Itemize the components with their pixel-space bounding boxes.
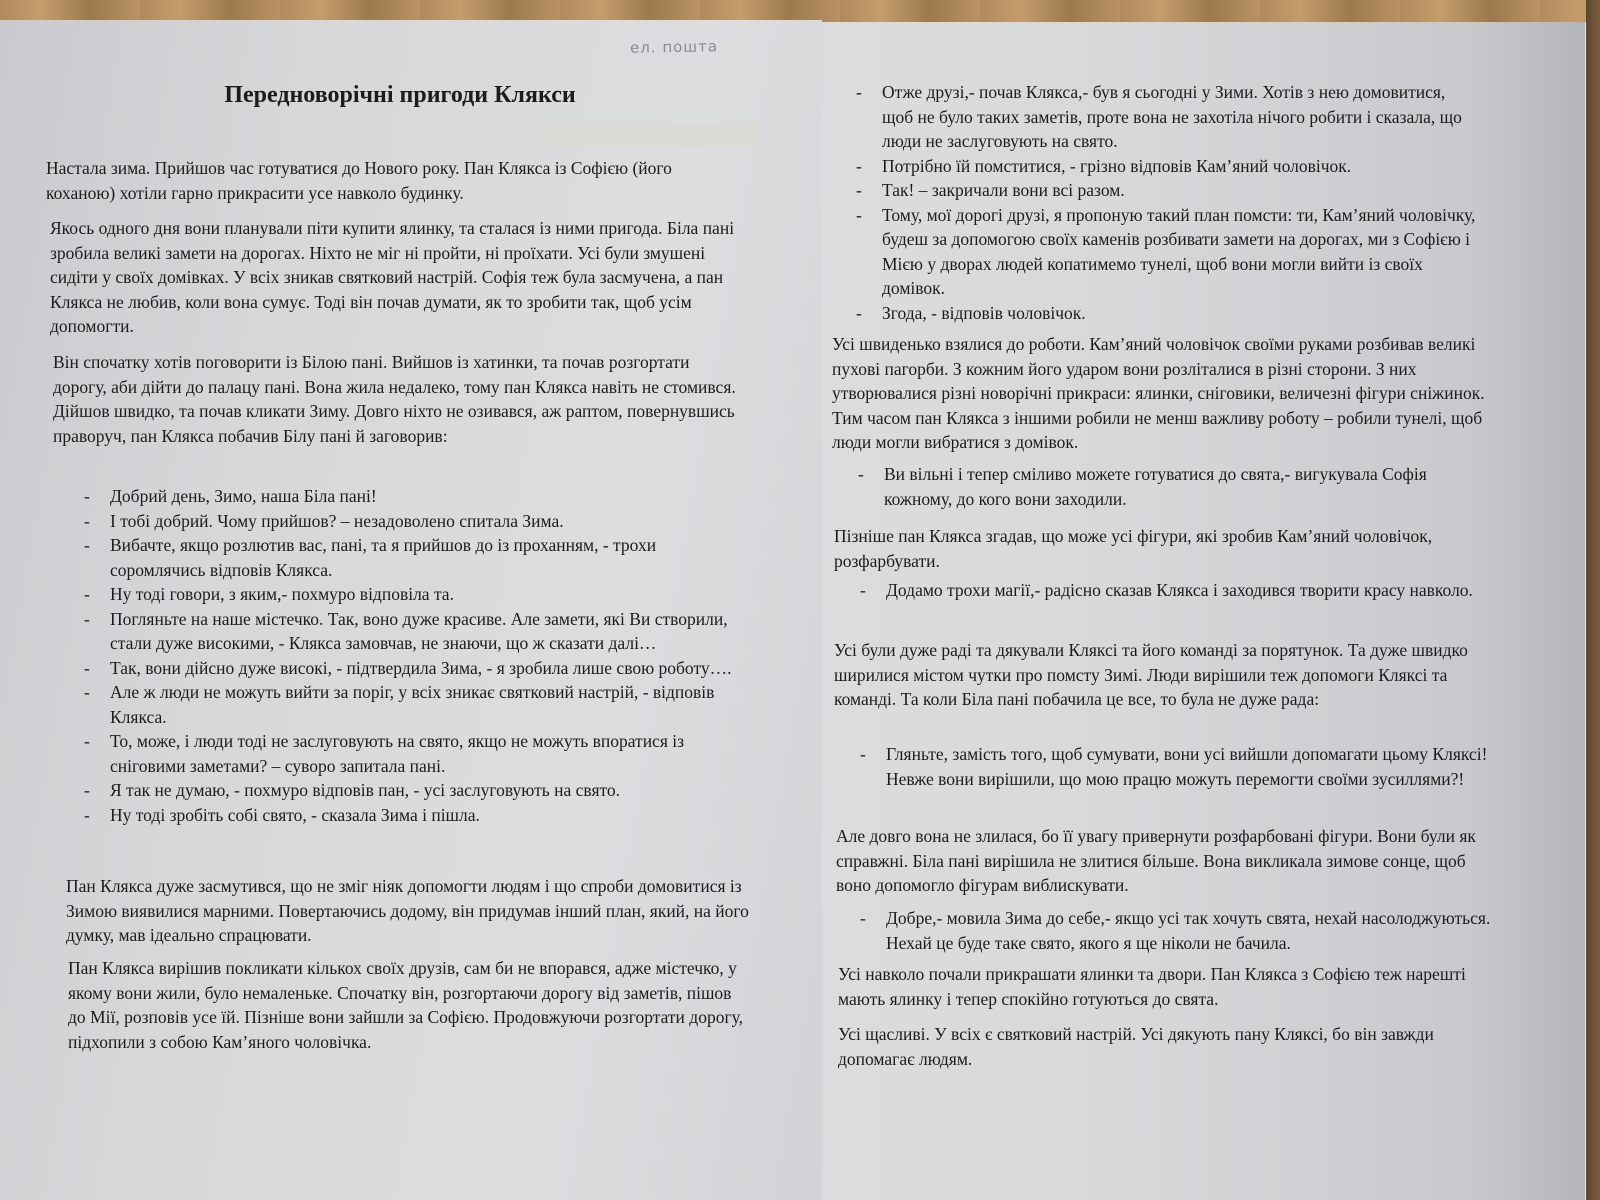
paragraph-7: Пізніше пан Клякса згадав, що може усі фігури, які зробив Кам’яний чоловічок, розфарбувати. — [834, 526, 1433, 571]
dialogue-list-3 — [858, 462, 1498, 511]
paragraph-10: Усі навколо почали прикрашати ялинки та двори. Пан Клякса з Софією теж нарешті мають ялинку і тепер спокійно готуються до свята. — [838, 964, 1466, 1009]
paragraph-5: Пан Клякса вирішив покликати кількох своїх друзів, сам би не впорався, адже містечко, у якому вони жили, було немаленьке. Спочатку він, розгортаючи дорогу від заметів, пішов до Мії, розповів усе їй. Пізніше вони зайшли за Софією. Продовжуючи розгортати дорогу, підхопили з собою Кам’яного чоловічка. — [68, 958, 743, 1052]
dialogue-list-1 — [84, 484, 749, 827]
dialogue-list-2 — [856, 80, 1476, 325]
dash-bullet: - — [860, 580, 866, 600]
dialogue-list-4 — [860, 578, 1480, 603]
dialogue-line: - Отже друзі,- почав Клякса,- був я сьогодні у Зими. Хотів з нею домовитися, щоб не було таких заметів, проте вона не захотіла нічого робити і сказала, що люди не заслуговують на свято. — [856, 82, 1462, 151]
dash-bullet: - — [84, 584, 90, 604]
dialogue-line: - Ви вільні і тепер сміливо можете готуватися до свята,- вигукувала Софія кожному, до кого вони заходили. — [858, 464, 1427, 509]
dash-bullet: - — [856, 82, 862, 102]
handwritten-note: ел. пошта — [629, 37, 719, 57]
paragraph-8: Усі були дуже раді та дякували Кляксі та його команді за порятунок. Та дуже швидко ширилися містом чутки про помсту Зимі. Люди вирішили теж допомоги Кляксі та команді. Та коли Біла пані побачила це все, то була не дуже рада: — [834, 640, 1468, 709]
dialogue-line: - Потрібно їй помститися, - грізно відповів Кам’яний чоловічок. — [856, 154, 1476, 179]
dialogue-line: - Тому, мої дорогі друзі, я пропоную такий план помсти: ти, Кам’яний чоловічку, будеш за допомогою своїх каменів розбивати замети на дорогах, ми з Софією і Мією у дворах людей копатимемо тунелі, щоб вони могли вийти із своїх домівок. — [856, 204, 1476, 298]
dash-bullet: - — [84, 804, 90, 825]
dialogue-line: - Додамо трохи магії,- радісно сказав Клякса і заходився творити красу навколо. — [860, 578, 1480, 603]
dialogue-line: - Добрий день, Зимо, наша Біла пані! — [84, 484, 749, 509]
dash-bullet: - — [84, 510, 90, 531]
tape-strip — [548, 124, 758, 146]
paragraph-4: Пан Клякса дуже засмутився, що не зміг ніяк допомогти людям і що спроби домовитися із Зимою виявилися марними. Повертаючись додому, він придумав інший план, який, на його думку, мав ідеально спрацювати. — [66, 876, 749, 945]
dialogue-line: - То, може, і люди тоді не заслуговують на свято, якщо не можуть впоратися із сніговими заметами? – суворо запитала пані. — [84, 731, 685, 776]
wooden-table-edge — [1586, 0, 1600, 1200]
dialogue-line: - Добре,- мовила Зима до себе,- якщо усі так хочуть свята, нехай насолоджуються. Нехай це буде таке свято, якого я ще ніколи не бачила. — [860, 908, 1491, 953]
dash-bullet: - — [856, 302, 862, 323]
dialogue-list-5 — [860, 742, 1490, 791]
dialogue-line: - Я так не думаю, - похмуро відповів пан, - усі заслуговують на свято. — [84, 778, 749, 803]
document-title: Передноворічні пригоди Клякси — [224, 82, 576, 108]
dash-bullet: - — [84, 486, 90, 506]
dash-bullet: - — [84, 535, 90, 555]
paragraph-2: Якось одного дня вони планували піти купити ялинку, та сталася із ними пригода. Біла пані зробила великі замети на дорогах. Ніхто не міг ні пройти, ні проїхати. Усі були змушені сидіти у своїх домівках. У всіх зникав святковий настрій. Софія теж була засмучена, а пан Клякса не любив, коли вона сумує. Тоді він почав думати, як то зробити так, щоб усім допомогти. — [50, 218, 735, 336]
paragraph-3: Він спочатку хотів поговорити із Білою пані. Вийшов із хатинки, та почав розгортати дорогу, аби дійти до палацу пані. Вона жила недалеко, тому пан Клякса навіть не стомився. Дійшов швидко, та почав кликати Зиму. Довго ніхто не озивався, аж раптом, повернувшись праворуч, пан Клякса побачив Білу пані й заговорив: — [53, 352, 736, 446]
dialogue-line: - Згода, - відповів чоловічок. — [856, 301, 1476, 326]
dialogue-line: - Так! – закричали вони всі разом. — [856, 178, 1476, 203]
dash-bullet: - — [856, 204, 862, 225]
dash-bullet: - — [860, 744, 866, 764]
left-page — [0, 20, 822, 1200]
dialogue-line: - Вибачте, якщо розлютив вас, пані, та я прийшов до із проханням, - трохи соромлячись відповів Клякса. — [84, 535, 657, 580]
paragraph-9: Але довго вона не злилася, бо її увагу привернути розфарбовані фігури. Вони були як справжні. Біла пані вирішила не злитися більше. Вона викликала зимове сонце, щоб воно допомогло фігурам виблискувати. — [836, 826, 1476, 895]
dialogue-line: - Ну тоді говори, з яким,- похмуро відповіла та. — [84, 582, 749, 607]
dash-bullet: - — [84, 682, 90, 702]
dash-bullet: - — [84, 657, 90, 678]
dialogue-list-6 — [860, 906, 1500, 955]
dash-bullet: - — [860, 908, 866, 928]
dialogue-line: - Але ж люди не можуть вийти за поріг, у всіх зникає святковий настрій, - відповів Клякса. — [84, 682, 715, 727]
paragraph-6: Усі швиденько взялися до роботи. Кам’яний чоловічок своїми руками розбивав великі пухові пагорби. З кожним його ударом вони розліталися в різні сторони. З них утворювалися різні новорічні прикраси: ялинки, сніговики, величезні фігури сніжинок. Тим часом пан Клякса з іншими робили не менш важливу роботу – робили тунелі, щоб люди могли вибратися з домівок. — [832, 334, 1485, 452]
dash-bullet: - — [84, 780, 90, 800]
dialogue-line: - Ну тоді зробіть собі свято, - сказала Зима і пішла. — [84, 803, 749, 828]
paragraph-1: Настала зима. Прийшов час готуватися до Нового року. Пан Клякса із Софією (його коханою) хотіли гарно прикрасити усе навколо будинку. — [46, 158, 672, 203]
dash-bullet: - — [856, 155, 862, 176]
dialogue-line: - Гляньте, замість того, щоб сумувати, вони усі вийшли допомагати цьому Кляксі! Невже вони вирішили, що мою працю можуть перемогти своїми зусиллями?! — [860, 744, 1488, 789]
paragraph-11: Усі щасливі. У всіх є святковий настрій. Усі дякують пану Кляксі, бо він завжди допомагає людям. — [838, 1024, 1434, 1069]
dialogue-line: - І тобі добрий. Чому прийшов? – незадоволено спитала Зима. — [84, 509, 749, 534]
dialogue-line: - Так, вони дійсно дуже високі, - підтвердила Зима, - я зробила лише свою роботу…. — [84, 656, 749, 681]
dash-bullet: - — [84, 608, 90, 629]
dash-bullet: - — [84, 731, 90, 751]
dash-bullet: - — [858, 464, 864, 484]
dialogue-line: - Погляньте на наше містечко. Так, воно дуже красиве. Але замети, які Ви створили, стали дуже високими, - Клякса замовчав, не знаючи, що ж сказати далі… — [84, 608, 728, 653]
right-page — [822, 22, 1586, 1200]
wooden-table-background — [0, 0, 1600, 22]
dash-bullet: - — [856, 180, 862, 200]
